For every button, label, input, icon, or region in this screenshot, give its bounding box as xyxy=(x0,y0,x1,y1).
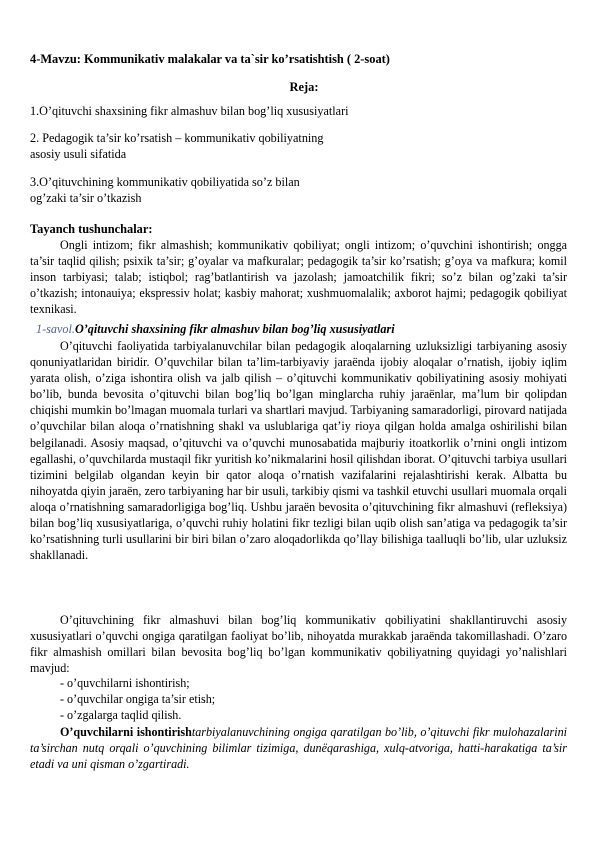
question-label: 1-savol. xyxy=(36,322,75,336)
key-terms-heading: Tayanch tushunchalar: xyxy=(30,222,153,236)
plan-item-3-cont: og’zaki ta’sir o’tkazish xyxy=(30,191,142,205)
page-title: 4-Mavzu: Kommunikativ malakalar va ta`sir ko’rsatishtish ( 2-soat) xyxy=(30,52,390,66)
question-title: O’qituvchi shaxsining fikr almashuv bilan bog’liq xususiyatlari xyxy=(74,322,395,336)
plan-item-2: 2. Pedagogik ta’sir ko’rsatish – kommunikativ qobiliyatning xyxy=(30,131,324,145)
paragraph-2: O’qituvchining fikr almashuvi bilan bog’liq kommunikativ qobiliyatini shakllantiruvchi asosiy xususiyatlari o’quvchi ongiga qaratilgan faoliyat bo’lib, nihoyatda murakkab jaraёnda takomillashadi. O’zaro fikr almashish omillari bilan bevosita bog’liq bo’lgan kommunikativ qobiliyatning quyidagi yo’nalishlari mavjud: xyxy=(30,613,567,676)
paragraph-3-bold: O’quvchilarni ishontirish xyxy=(60,725,192,739)
plan-item-1: 1.O’qituvchi shaxsining fikr almashuv bilan bog’liq xususiyatlari xyxy=(30,104,349,118)
key-terms-paragraph: Ongli intizom; fikr almashish; kommunikativ qobiliyat; ongli intizom; o’quvchini ishontirish; ongga ta’sir taqlid qilish; psixik ta’sir; g’oyalar va mafkuralar; pedagogik ta’sir ko’rsatish; g’oya va mafkura; komil inson tarbiyasi; talab; istiqbol; rag’batlantirish va jazolash; jamoatchilik fikri; so’z bilan og’zaki ta’sir o’tkazish; intonauiya; ekspressiv holat; kasbiy mahorat; xushmuomalalik; axborot hajmi; pedagogik qobiliyat texnikasi. xyxy=(30,238,567,317)
paragraph-1: O’qituvchi faoliyatida tarbiyalanuvchilar bilan pedagogik aloqalarning uzluksizligi tarbiyaning asosiy qonuniyatlaridan biridir. O’quvchilar bilan ta’lim-tarbiyaviy jaraёnda ijobiy aloqalar o’rnatish, ijobiy iqlim yarata olish, o’ziga ishontira olish va jalb qilish – o’qituvchi kommunikativ qobiliyatining asosiy mohiyati bo’lib, bunda bevosita o’qituvchi bilan bog’liq bo’lgan minglarcha ruhiy jaraёnlar, ma’lum bir qolipdan chiqishi mumkin bo’lmagan muomala turlari va shartlari mavjud. Tarbiyaning samaradorligi, pirovard natijada o’quvchilar bilan aloqa o’rnatishning shakl va uslublariga qat’iy rioya qilgan holda amalga oshirilishi bilan belgilanadi. Asosiy maqsad, o’qituvchi va o’quvchi munosabatida majburiy itoatkorlik o’rnini ongli intizom egallashi, o’quvchilarda mustaqil fikr yuritish ko’nikmalarini hosil qilishdan iborat. O’qituvchi tarbiya usullari tizimini belgilab olgandan keyin bir qator aloqa o’rnatish vazifalarini rejalashtirishi kerak. Albatta bu nihoyatda qiyin jaraёn, zero tarbiyaning har bir usuli, tarkibiy qismi va tashkil etuvchi usullari muomala orqali aloqa o’rnatishning samaradorligiga bog’liq. Ushbu jaraёn bevosita o’qituvchining fikr almashuvi (refleksiya) bilan bog’liq xususiyatlariga, o’quvchi ruhiy holatini fikr tezligi bilan uqib olish san’atiga va pedagogik ta’sir ko’rsatishning turli usullarini bir biri bilan o’zaro aloqadorlikda qo’llay bilishiga taalluqli bo’lib, ular uzluksiz shakllanadi. xyxy=(30,339,567,563)
plan-heading: Reja: xyxy=(289,80,319,94)
list-item-3: - o’zgalarga taqlid qilish. xyxy=(60,708,182,722)
plan-item-3: 3.O’qituvchining kommunikativ qobiliyatida so’z bilan xyxy=(30,175,300,189)
question-heading xyxy=(36,322,395,337)
list-item-1: - o’quvchilarni ishontirish; xyxy=(60,676,190,690)
plan-item-2-cont: asosiy usuli sifatida xyxy=(30,147,127,161)
list-item-2: - o’quvchilar ongiga ta’sir etish; xyxy=(60,692,216,706)
paragraph-3 xyxy=(30,724,567,772)
paragraph-3-italic: tarbiyalanuvchining ongiga qaratilgan bo’lib, o’qituvchi fikr mulohazalarini ta’sirchan nutq orqali o’quvchining bilimlar tizimiga, dunёqarashiga, xulq-atvoriga, hatti-harakatiga ta’sir etadi va uni qisman o’zgartiradi. xyxy=(30,725,567,772)
